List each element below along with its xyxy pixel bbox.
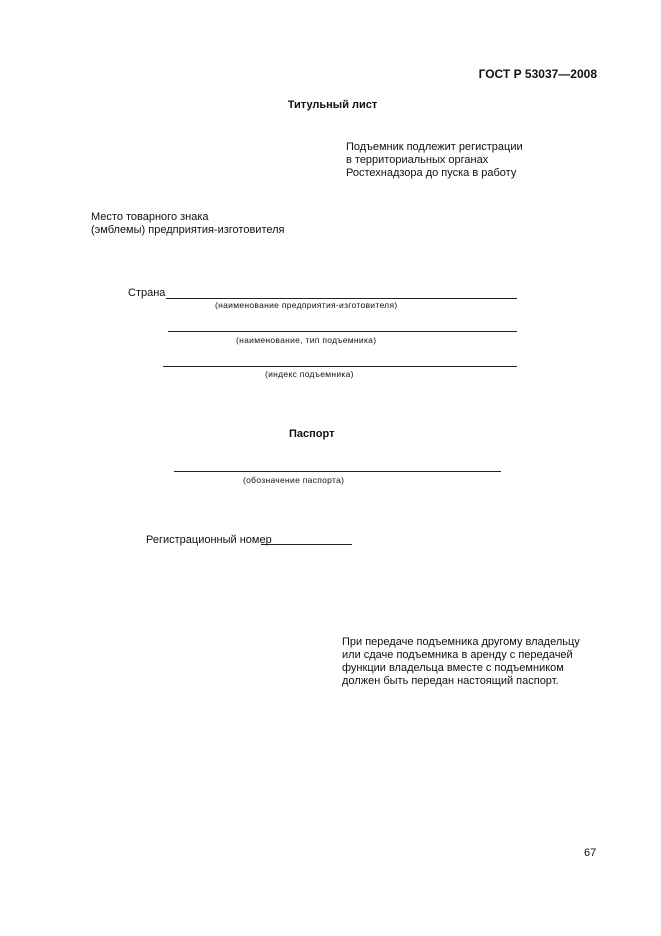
registration-notice-line: Ростехнадзора до пуска в работу [346, 167, 517, 179]
transfer-note [342, 636, 580, 688]
logo-placeholder-line: Место товарного знака [91, 211, 209, 223]
lift-index-caption: (индекс подъемника) [265, 369, 354, 379]
logo-placeholder-line: (эмблемы) предприятия-изготовителя [91, 224, 285, 236]
registration-notice-line: в территориальных органах [346, 154, 489, 166]
transfer-note-line: или сдаче подъемника в аренду с передачей [342, 649, 573, 661]
page-number: 67 [584, 847, 597, 859]
standard-code: ГОСТ Р 53037—2008 [478, 67, 597, 81]
logo-placeholder-text [91, 211, 285, 237]
transfer-note-line: должен быть передан настоящий паспорт. [342, 675, 559, 687]
manufacturer-caption: (наименование предприятия-изготовителя) [215, 300, 398, 310]
lift-name-line [168, 331, 517, 332]
page-title: Титульный лист [287, 99, 378, 111]
lift-name-caption: (наименование, тип подъемника) [236, 335, 377, 345]
passport-designation-caption: (обозначение паспорта) [243, 475, 345, 485]
lift-index-line [163, 366, 517, 367]
passport-title: Паспорт [289, 428, 335, 440]
transfer-note-line: функции владельца вместе с подъемником [342, 662, 564, 674]
registration-notice-line: Подъемник подлежит регистрации [346, 141, 523, 153]
passport-designation-line [174, 471, 501, 472]
registration-number-label: Регистрационный номер [146, 534, 272, 546]
manufacturer-line [166, 298, 517, 299]
country-label: Страна [128, 287, 166, 299]
registration-notice [346, 141, 523, 180]
transfer-note-line: При передаче подъемника другому владельцу [342, 636, 580, 648]
registration-number-line [261, 544, 352, 545]
